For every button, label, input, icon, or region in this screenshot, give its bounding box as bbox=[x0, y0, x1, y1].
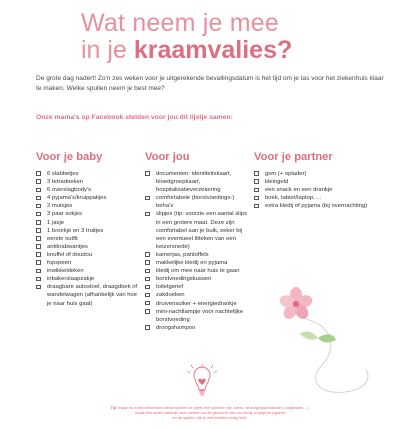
checkbox-icon[interactable] bbox=[254, 196, 259, 201]
checklist-item bbox=[36, 275, 140, 283]
checklist-item bbox=[145, 308, 251, 324]
checkbox-icon[interactable] bbox=[254, 179, 259, 184]
checklist-item-label: boek, tablet/laptop, ... bbox=[265, 195, 322, 202]
checklist-item bbox=[36, 235, 140, 243]
checklist-item-label: 4 pyjama's/kruippakjes bbox=[47, 195, 107, 202]
checklist-item-label: gsm (+ oplader) bbox=[265, 171, 307, 177]
checklist-item bbox=[145, 267, 251, 275]
checkbox-icon[interactable] bbox=[36, 260, 41, 265]
title-accent: kraamvalies? bbox=[133, 36, 293, 64]
checklist-item bbox=[36, 202, 140, 210]
checklist-item bbox=[254, 202, 374, 210]
checklist-item-label: kamerjas, pantoffels bbox=[156, 251, 209, 258]
column-heading-partner: Voor je partner bbox=[254, 151, 333, 163]
checklist-item bbox=[254, 186, 374, 194]
tip-label: Tip bbox=[110, 405, 117, 410]
checkbox-icon[interactable] bbox=[145, 269, 150, 274]
checklist-item bbox=[36, 267, 140, 275]
title-line-2 bbox=[0, 37, 409, 64]
checkbox-icon[interactable] bbox=[254, 171, 259, 176]
checklist-item bbox=[254, 170, 374, 178]
checklist-item-label: extra kledij of pyjama (bij overnachting) bbox=[265, 203, 368, 210]
checklist-item-label: 6 slabbetjes bbox=[47, 171, 79, 177]
checklist-item-label: documenten: identiteitskaart, bloedgroepkaart, hospitalisatieverzekering bbox=[156, 171, 232, 194]
checklist-item-label: droogshampoo bbox=[156, 324, 196, 331]
checklist-item-label: makkelijke kledij en pyjama bbox=[156, 260, 228, 267]
checkbox-icon[interactable] bbox=[145, 325, 150, 330]
tip-line-2: Maak een apart pakketje voor meteen na de geboorte met een body, mutsje en pyjama bbox=[135, 410, 285, 416]
checklist-item-label: toiletgerief bbox=[156, 284, 184, 291]
tip-line-3: en de spullen die je zelf meteen nodig hebt. bbox=[172, 415, 248, 421]
title-line-2-prefix: in je bbox=[81, 36, 134, 64]
checkbox-icon[interactable] bbox=[36, 244, 41, 249]
checkbox-icon[interactable] bbox=[36, 285, 41, 290]
checkbox-icon[interactable] bbox=[36, 171, 41, 176]
title-line-1: Wat neem je mee bbox=[81, 9, 279, 37]
checklist-item bbox=[254, 178, 374, 186]
checklist-item-label: 3 paar sokjes bbox=[47, 211, 83, 218]
checkbox-icon[interactable] bbox=[36, 252, 41, 257]
checklist-item bbox=[145, 170, 251, 194]
checkbox-icon[interactable] bbox=[254, 188, 259, 193]
checklist-item bbox=[145, 251, 251, 259]
checkbox-icon[interactable] bbox=[145, 301, 150, 306]
checklist-item-label: inbakerslaapzakje bbox=[47, 276, 95, 283]
tip-text-1: Vraag na in het ziekenhuis welke spullen ze (niet) zelf voorzien (bv. luiers, verzorgingsproducten, zuigflesjes,...). bbox=[117, 405, 310, 410]
column-partner bbox=[254, 151, 374, 210]
checkbox-icon[interactable] bbox=[36, 212, 41, 217]
checkbox-icon[interactable] bbox=[145, 252, 150, 257]
checklist-item bbox=[36, 210, 140, 218]
checkbox-icon[interactable] bbox=[145, 309, 150, 314]
checklist-item bbox=[36, 259, 140, 267]
checklist-item bbox=[145, 194, 251, 210]
checkbox-icon[interactable] bbox=[145, 171, 150, 176]
checkbox-icon[interactable] bbox=[36, 269, 41, 274]
checkbox-icon[interactable] bbox=[36, 277, 41, 282]
checklist-item-label: 1 broekje en 3 truitjes bbox=[47, 227, 104, 234]
checklist-item-label: kledij om mee naar huis te gaan bbox=[156, 268, 240, 275]
column-heading-mom: Voor jou bbox=[145, 151, 190, 163]
checklist-item bbox=[36, 227, 140, 235]
checklist-item-label: slipjes (tip: voorzie een aantal slips in een grotere maat. Deze zijn comfortabel aan je buik, zeker bij een eventueel litteken van een keizersnede) bbox=[156, 211, 248, 250]
checkbox-icon[interactable] bbox=[36, 236, 41, 241]
checklist-item bbox=[36, 219, 140, 227]
column-mom bbox=[145, 151, 251, 332]
page-title bbox=[0, 10, 409, 64]
checklist-item-label: antikrabwantjes bbox=[47, 243, 88, 250]
checklist-item bbox=[145, 291, 251, 299]
checklist-item bbox=[36, 251, 140, 259]
checkbox-icon[interactable] bbox=[36, 220, 41, 225]
checkbox-icon[interactable] bbox=[145, 293, 150, 298]
checklist-item-label: een snack en een drankje bbox=[265, 187, 333, 194]
checklist-item bbox=[36, 186, 140, 194]
checklist-item-label: draagbare autostoel, draagdoek of wandelwagen (afhankelijk van hoe je naar huis gaat) bbox=[47, 284, 138, 307]
checkbox-icon[interactable] bbox=[145, 277, 150, 282]
checklist-partner bbox=[254, 170, 374, 210]
checkbox-icon[interactable] bbox=[36, 228, 41, 233]
checklist-item bbox=[254, 194, 374, 202]
checklist-item-label: 3 tetradoeken bbox=[47, 179, 84, 186]
checkbox-icon[interactable] bbox=[254, 204, 259, 209]
checklist-item-label: 6 overslagbody's bbox=[47, 187, 92, 194]
checkbox-icon[interactable] bbox=[145, 196, 150, 201]
checkbox-icon[interactable] bbox=[36, 179, 41, 184]
checkbox-icon[interactable] bbox=[145, 285, 150, 290]
checklist-item bbox=[145, 259, 251, 267]
checklist-item-label: eerste outfit bbox=[47, 235, 78, 242]
subtitle: Onze mama's op Facebook stelden voor jou dit lijstje samen: bbox=[36, 114, 233, 121]
checklist-item-label: borstvoedingskussen bbox=[156, 276, 212, 283]
checklist-baby bbox=[36, 170, 140, 308]
checklist-item bbox=[145, 275, 251, 283]
checklist-item bbox=[145, 300, 251, 308]
checkbox-icon[interactable] bbox=[36, 204, 41, 209]
checklist-item bbox=[145, 210, 251, 250]
checklist-item-label: druivensuiker + energiedrankje bbox=[156, 300, 237, 307]
checklist-item-label: inwikkeldeken bbox=[47, 268, 84, 275]
checklist-mom bbox=[145, 170, 251, 332]
checklist-item-label: kleingeld bbox=[265, 179, 289, 186]
checklist-item-label: 2 mutsjes bbox=[47, 203, 73, 210]
checklist-item bbox=[36, 178, 140, 186]
checkbox-icon[interactable] bbox=[36, 196, 41, 201]
checklist-item bbox=[145, 324, 251, 332]
checklist-item-label: mini-nachtlampje voor nachtelijke borstvoeding bbox=[156, 308, 244, 323]
column-heading-baby: Voor je baby bbox=[36, 151, 103, 163]
checklist-item-label: zakdoeken bbox=[156, 292, 185, 299]
checklist-item bbox=[145, 283, 251, 291]
checklist-item bbox=[36, 194, 140, 202]
checkbox-icon[interactable] bbox=[145, 260, 150, 265]
column-baby bbox=[36, 151, 140, 308]
checklist-item bbox=[36, 283, 140, 307]
tip-box bbox=[60, 405, 360, 421]
checklist-item-label: comfortabele (borstvoedings-) beha's bbox=[156, 195, 235, 210]
checklist-item-label: fopspeen bbox=[47, 260, 72, 267]
flower-icon bbox=[278, 287, 368, 392]
checkbox-icon[interactable] bbox=[145, 212, 150, 217]
checklist-item-label: 1 jasje bbox=[47, 219, 65, 226]
checklist-item-label: knuffel of doudou bbox=[47, 251, 93, 258]
checklist-item bbox=[36, 170, 140, 178]
lightbulb-icon bbox=[187, 364, 217, 395]
checkbox-icon[interactable] bbox=[36, 188, 41, 193]
checklist-item bbox=[36, 243, 140, 251]
intro-text: De grote dag nadert! Zo'n zes weken voor je uitgerekende bevallingsdatum is het tijd om je tas voor het ziekenhuis klaar te maken. Welke spullen neem je best mee? bbox=[36, 75, 384, 92]
